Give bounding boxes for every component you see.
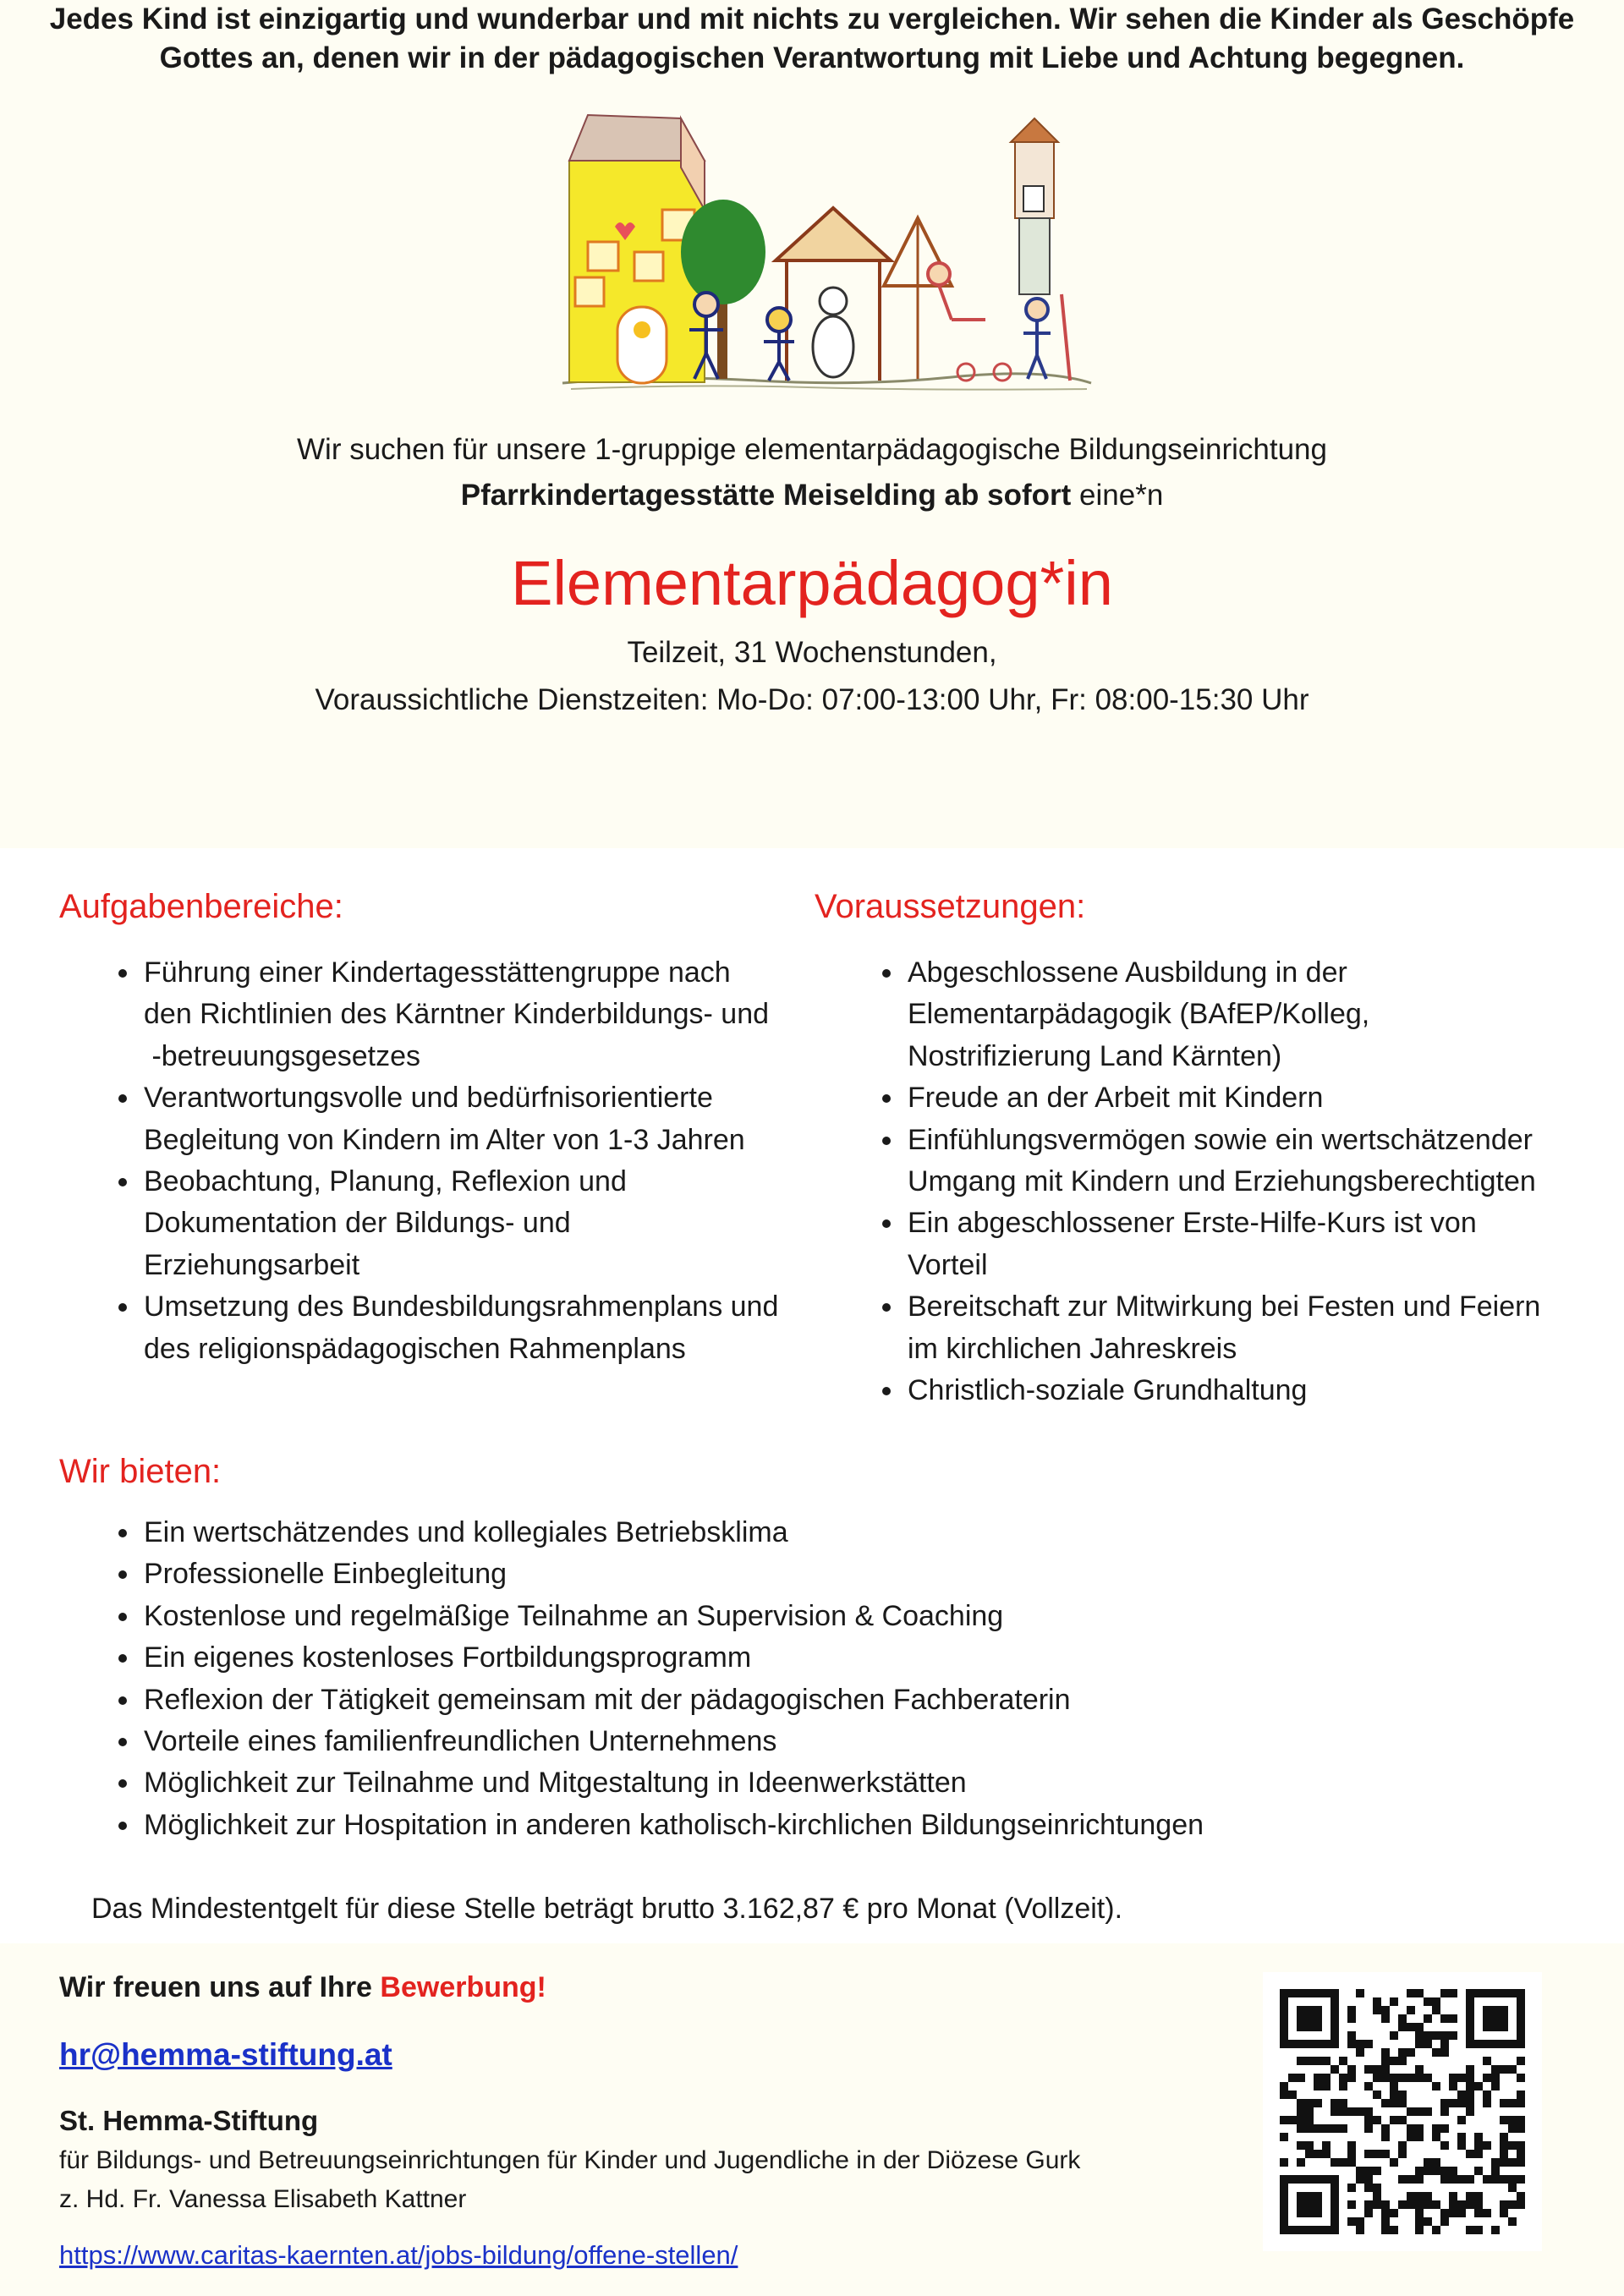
intro-lead	[0, 427, 1624, 518]
apply-highlight: Bewerbung!	[380, 1971, 546, 2003]
list-item-line: des religionspädagogischen Rahmenplans	[144, 1332, 686, 1365]
qr-code-icon	[1280, 1989, 1525, 2234]
list-item: Möglichkeit zur Teilnahme und Mitgestaltung in Ideenwerkstätten	[144, 1762, 1582, 1804]
childrens-drawing-illustration	[554, 108, 1095, 396]
jobs-url-link[interactable]: https://www.caritas-kaernten.at/jobs-bildung/offene-stellen/	[59, 2240, 738, 2270]
tasks-list	[144, 952, 837, 1370]
list-item-line: Bereitschaft zur Mitwirkung bei Festen und Feiern	[908, 1290, 1541, 1323]
hours-line-1: Teilzeit, 31 Wochenstunden,	[627, 636, 997, 669]
list-item-line: Verantwortungsvolle und bedürfnisorientierte	[144, 1082, 713, 1115]
list-item-line: -betreuungsgesetzes	[144, 1039, 420, 1072]
list-item-line: Umsetzung des Bundesbildungsrahmenplans und	[144, 1290, 779, 1323]
list-item: Ein wertschätzendes und kollegiales Betriebsklima	[144, 1512, 1582, 1553]
list-item	[908, 1120, 1601, 1203]
apply-callout	[59, 1966, 546, 2008]
list-item	[144, 1077, 837, 1161]
organization-name: St. Hemma-Stiftung	[59, 2105, 319, 2136]
requirements-heading: Voraussetzungen:	[815, 888, 1086, 925]
list-item	[144, 952, 837, 1077]
list-item: Ein eigenes kostenloses Fortbildungsprogramm	[144, 1637, 1582, 1679]
offer-list	[144, 1512, 1582, 1846]
apply-text: Wir freuen uns auf Ihre	[59, 1971, 381, 2003]
qr-code[interactable]	[1263, 1972, 1542, 2251]
organization-contact: z. Hd. Fr. Vanessa Elisabeth Kattner	[59, 2185, 467, 2213]
list-item: Kostenlose und regelmäßige Teilnahme an Supervision & Coaching	[144, 1596, 1582, 1637]
list-item: Professionelle Einbegleitung	[144, 1553, 1582, 1595]
salary-note: Das Mindestentgelt für diese Stelle beträgt brutto 3.162,87 € pro Monat (Vollzeit).	[91, 1893, 1123, 1925]
list-item-line: Vorteil	[908, 1248, 988, 1281]
email-link[interactable]: hr@hemma-stiftung.at	[59, 2037, 392, 2072]
list-item	[908, 1286, 1601, 1370]
list-item-line: den Richtlinien des Kärntner Kinderbildungs- und	[144, 998, 770, 1031]
job-title: Elementarpädagog*in	[511, 548, 1113, 618]
list-item-line: Elementarpädagogik (BAfEP/Kolleg,	[908, 998, 1370, 1031]
list-item	[908, 1203, 1601, 1286]
intro-statement	[34, 0, 1590, 78]
requirements-list	[908, 952, 1601, 1411]
list-item-line: Abgeschlossene Ausbildung in der	[908, 956, 1347, 989]
intro-line-1: Jedes Kind ist einzigartig und wunderbar und mit nichts zu vergleichen. Wir sehen die Kinder als Geschöpfe	[49, 3, 1575, 36]
tasks-heading: Aufgabenbereiche:	[59, 888, 343, 925]
list-item-line: Dokumentation der Bildungs- und	[144, 1207, 571, 1240]
lead-line-2-rest: eine*n	[1071, 479, 1164, 512]
list-item-line: im kirchlichen Jahreskreis	[908, 1332, 1237, 1365]
intro-line-2: Gottes an, denen wir in der pädagogischen Verantwortung mit Liebe und Achtung begegnen.	[159, 41, 1465, 74]
list-item	[908, 1370, 1601, 1411]
list-item: Reflexion der Tätigkeit gemeinsam mit der pädagogischen Fachberaterin	[144, 1680, 1582, 1721]
list-item-line: Freude an der Arbeit mit Kindern	[908, 1082, 1324, 1115]
list-item-line: Nostrifizierung Land Kärnten)	[908, 1039, 1282, 1072]
working-hours	[0, 629, 1624, 724]
lead-line-1: Wir suchen für unsere 1-gruppige elementarpädagogische Bildungseinrichtung	[297, 433, 1327, 466]
lead-line-2	[0, 473, 1624, 518]
list-item	[908, 952, 1601, 1077]
lead-facility: Pfarrkindertagesstätte Meiselding ab sofort	[460, 479, 1072, 512]
list-item: Möglichkeit zur Hospitation in anderen katholisch-kirchlichen Bildungseinrichtungen	[144, 1805, 1582, 1846]
list-item	[144, 1286, 837, 1370]
list-item	[908, 1077, 1601, 1119]
list-item-line: Führung einer Kindertagesstättengruppe nach	[144, 956, 731, 989]
list-item-line: Ein abgeschlossener Erste-Hilfe-Kurs ist von	[908, 1207, 1477, 1240]
list-item-line: Umgang mit Kindern und Erziehungsberechtigten	[908, 1165, 1536, 1198]
list-item	[144, 1161, 837, 1286]
list-item-line: Einfühlungsvermögen sowie ein wertschätzender	[908, 1123, 1533, 1156]
list-item-line: Christlich-soziale Grundhaltung	[908, 1374, 1308, 1407]
offer-heading: Wir bieten:	[59, 1453, 222, 1490]
list-item-line: Beobachtung, Planung, Reflexion und	[144, 1165, 627, 1198]
hours-line-2: Voraussichtliche Dienstzeiten: Mo-Do: 07:00-13:00 Uhr, Fr: 08:00-15:30 Uhr	[315, 683, 1309, 716]
organization-description: für Bildungs- und Betreuungseinrichtungen für Kinder und Jugendliche in der Diözese Gurk	[59, 2146, 1081, 2174]
list-item-line: Erziehungsarbeit	[144, 1248, 360, 1281]
list-item: Vorteile eines familienfreundlichen Unternehmens	[144, 1721, 1582, 1762]
list-item-line: Begleitung von Kindern im Alter von 1-3 Jahren	[144, 1123, 745, 1156]
